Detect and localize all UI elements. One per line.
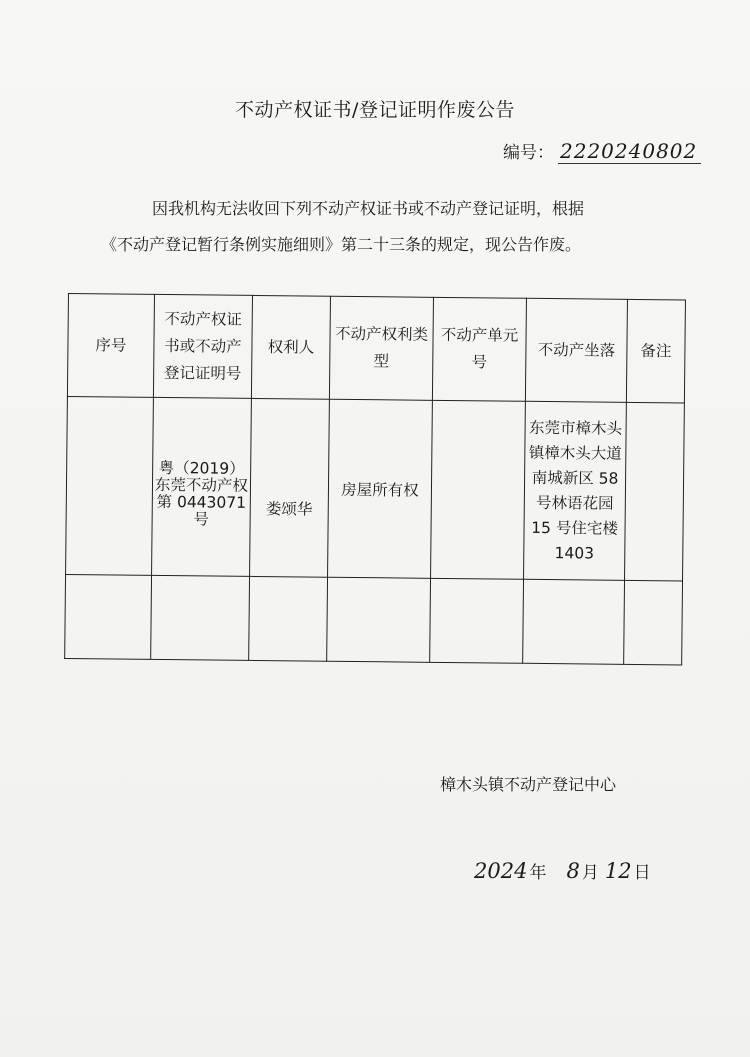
serial-value: 2220240802 [558,139,701,164]
header-right-type: 不动产权利类型 [329,296,433,400]
table-row [66,396,685,580]
serial-number [503,138,701,164]
table-header-row [67,294,685,403]
issuing-organization: 樟木头镇不动产登记中心 [440,775,617,794]
date-month: 8 [566,859,580,883]
header-cert: 不动产权证书或不动产登记证明号 [153,294,252,398]
cell-right-type: 房屋所有权 [328,399,433,578]
issue-date [474,858,657,883]
voided-certificate-table [64,293,686,665]
cell-holder: 娄颂华 [250,398,330,577]
header-location: 不动产坐落 [525,298,627,402]
header-unit-no: 不动产单元号 [432,297,526,401]
notice-paragraph-line1: 因我机构无法收回下列不动产权证书或不动产登记证明，根据 [152,199,585,218]
date-year: 2024 [474,859,528,883]
notice-paragraph-line2: 《不动产登记暂行条例实施细则》第二十三条的规定，现公告作废。 [101,235,582,254]
header-holder: 权利人 [251,295,330,399]
serial-label: 编号： [503,143,554,163]
cell-cert: 粤（2019）东莞不动产权第 0443071号 [152,397,252,576]
date-year-unit: 年 [529,863,547,883]
table-row-empty [65,574,683,664]
date-day: 12 [604,859,632,883]
cell-remark [625,402,685,581]
cell-location: 东莞市樟木头镇樟木头大道南城新区 58 号林语花园 15 号住宅楼 1403 [524,401,627,580]
date-day-unit: 日 [633,863,651,883]
document-title: 不动产权证书/登记证明作废公告 [235,99,515,121]
cell-seq [66,396,154,575]
cell-unit-no [431,400,526,579]
header-remark: 备注 [626,299,685,403]
date-month-unit: 月 [581,863,599,883]
header-seq: 序号 [67,294,154,398]
